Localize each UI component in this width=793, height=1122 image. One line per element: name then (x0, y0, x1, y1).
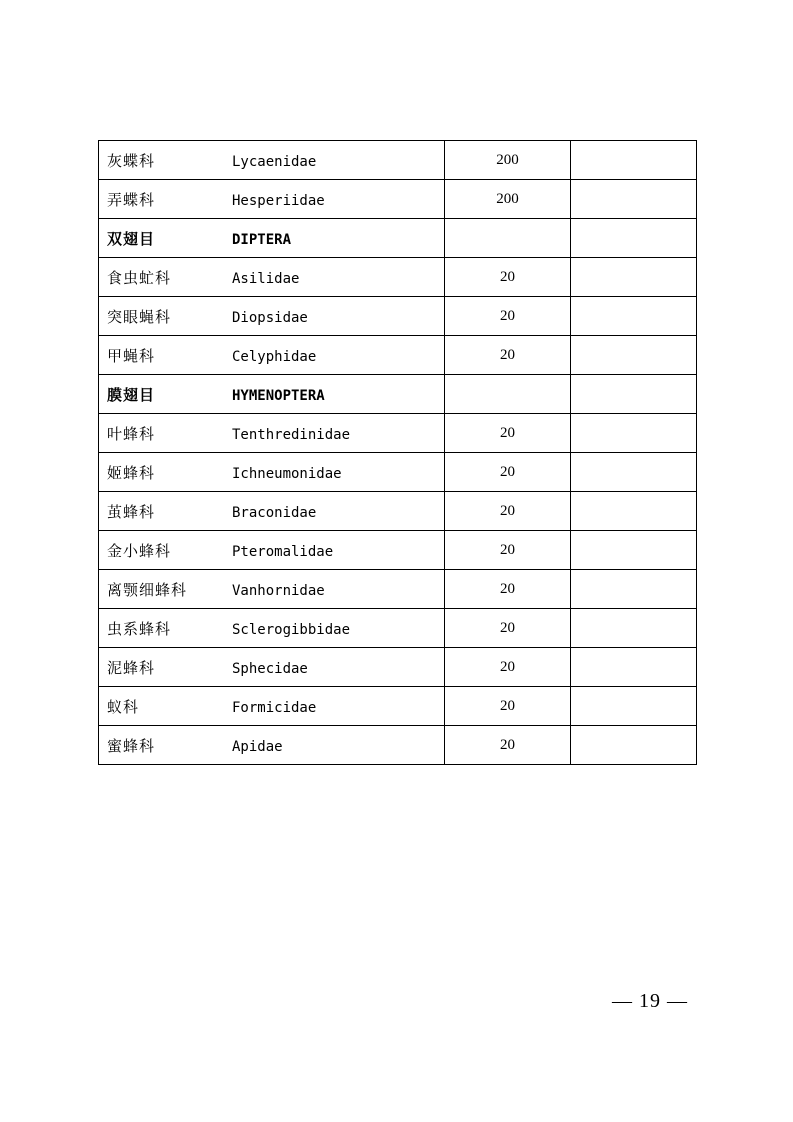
name-cell (99, 492, 445, 531)
latin-name: Braconidae (232, 504, 317, 521)
note-cell (571, 375, 697, 414)
chinese-name: 姬蜂科 (107, 463, 156, 482)
name-cell (99, 375, 445, 414)
table-row (99, 531, 697, 570)
chinese-name: 蚁科 (107, 697, 140, 716)
name-cell (99, 531, 445, 570)
name-cell (99, 219, 445, 258)
name-cell (99, 336, 445, 375)
quantity-cell: 20 (445, 609, 571, 648)
note-cell (571, 687, 697, 726)
table-row (99, 609, 697, 648)
chinese-name: 叶蜂科 (107, 424, 156, 443)
latin-name: Ichneumonidae (232, 465, 342, 482)
quantity-cell: 20 (445, 492, 571, 531)
quantity-cell: 20 (445, 453, 571, 492)
chinese-name: 虫系蜂科 (107, 619, 172, 638)
latin-name: Asilidae (232, 270, 300, 287)
quantity-cell: 20 (445, 297, 571, 336)
latin-name: Celyphidae (232, 348, 317, 365)
quantity-cell (445, 219, 571, 258)
note-cell (571, 141, 697, 180)
quantity-cell: 20 (445, 336, 571, 375)
quantity-cell: 20 (445, 414, 571, 453)
latin-name: Sclerogibbidae (232, 621, 351, 638)
species-quantity-table (98, 140, 697, 765)
chinese-name: 膜翅目 (107, 385, 156, 404)
name-cell (99, 453, 445, 492)
latin-name: Sphecidae (232, 660, 308, 677)
latin-name: Vanhornidae (232, 582, 325, 599)
note-cell (571, 726, 697, 765)
name-cell (99, 609, 445, 648)
table-row (99, 687, 697, 726)
table-row (99, 648, 697, 687)
quantity-cell: 20 (445, 570, 571, 609)
table-row (99, 180, 697, 219)
note-cell (571, 219, 697, 258)
note-cell (571, 453, 697, 492)
chinese-name: 茧蜂科 (107, 502, 156, 521)
chinese-name: 灰蝶科 (107, 151, 156, 170)
name-cell (99, 726, 445, 765)
latin-name: Lycaenidae (232, 153, 317, 170)
chinese-name: 甲蝇科 (107, 346, 156, 365)
table-row (99, 141, 697, 180)
note-cell (571, 648, 697, 687)
chinese-name: 泥蜂科 (107, 658, 156, 677)
order-header-row (99, 375, 697, 414)
name-cell (99, 297, 445, 336)
table-row (99, 492, 697, 531)
note-cell (571, 297, 697, 336)
note-cell (571, 414, 697, 453)
quantity-cell: 20 (445, 726, 571, 765)
chinese-name: 离颚细蜂科 (107, 580, 188, 599)
note-cell (571, 570, 697, 609)
order-header-row (99, 219, 697, 258)
quantity-cell: 20 (445, 531, 571, 570)
chinese-name: 食虫虻科 (107, 268, 172, 287)
quantity-cell: 20 (445, 687, 571, 726)
note-cell (571, 609, 697, 648)
latin-name: Tenthredinidae (232, 426, 351, 443)
latin-name: Diopsidae (232, 309, 308, 326)
name-cell (99, 180, 445, 219)
latin-name: Formicidae (232, 699, 317, 716)
chinese-name: 蜜蜂科 (107, 736, 156, 755)
quantity-cell: 200 (445, 141, 571, 180)
note-cell (571, 336, 697, 375)
name-cell (99, 414, 445, 453)
name-cell (99, 570, 445, 609)
page-number: — 19 — (612, 990, 688, 1012)
table-row (99, 258, 697, 297)
table-row (99, 726, 697, 765)
latin-name: Apidae (232, 738, 283, 755)
name-cell (99, 258, 445, 297)
chinese-name: 突眼蝇科 (107, 307, 172, 326)
name-cell (99, 687, 445, 726)
latin-name: Pteromalidae (232, 543, 334, 560)
quantity-cell: 20 (445, 258, 571, 297)
table-row (99, 414, 697, 453)
table-row (99, 570, 697, 609)
table-row (99, 297, 697, 336)
latin-name: DIPTERA (232, 231, 292, 248)
note-cell (571, 492, 697, 531)
note-cell (571, 531, 697, 570)
note-cell (571, 258, 697, 297)
latin-name: Hesperiidae (232, 192, 325, 209)
table-row (99, 336, 697, 375)
table-row (99, 453, 697, 492)
quantity-cell: 200 (445, 180, 571, 219)
quantity-cell: 20 (445, 648, 571, 687)
name-cell (99, 648, 445, 687)
latin-name: HYMENOPTERA (232, 387, 325, 404)
chinese-name: 双翅目 (107, 229, 156, 248)
name-cell (99, 141, 445, 180)
chinese-name: 金小蜂科 (107, 541, 172, 560)
note-cell (571, 180, 697, 219)
quantity-cell (445, 375, 571, 414)
table-body (99, 141, 697, 765)
chinese-name: 弄蝶科 (107, 190, 156, 209)
